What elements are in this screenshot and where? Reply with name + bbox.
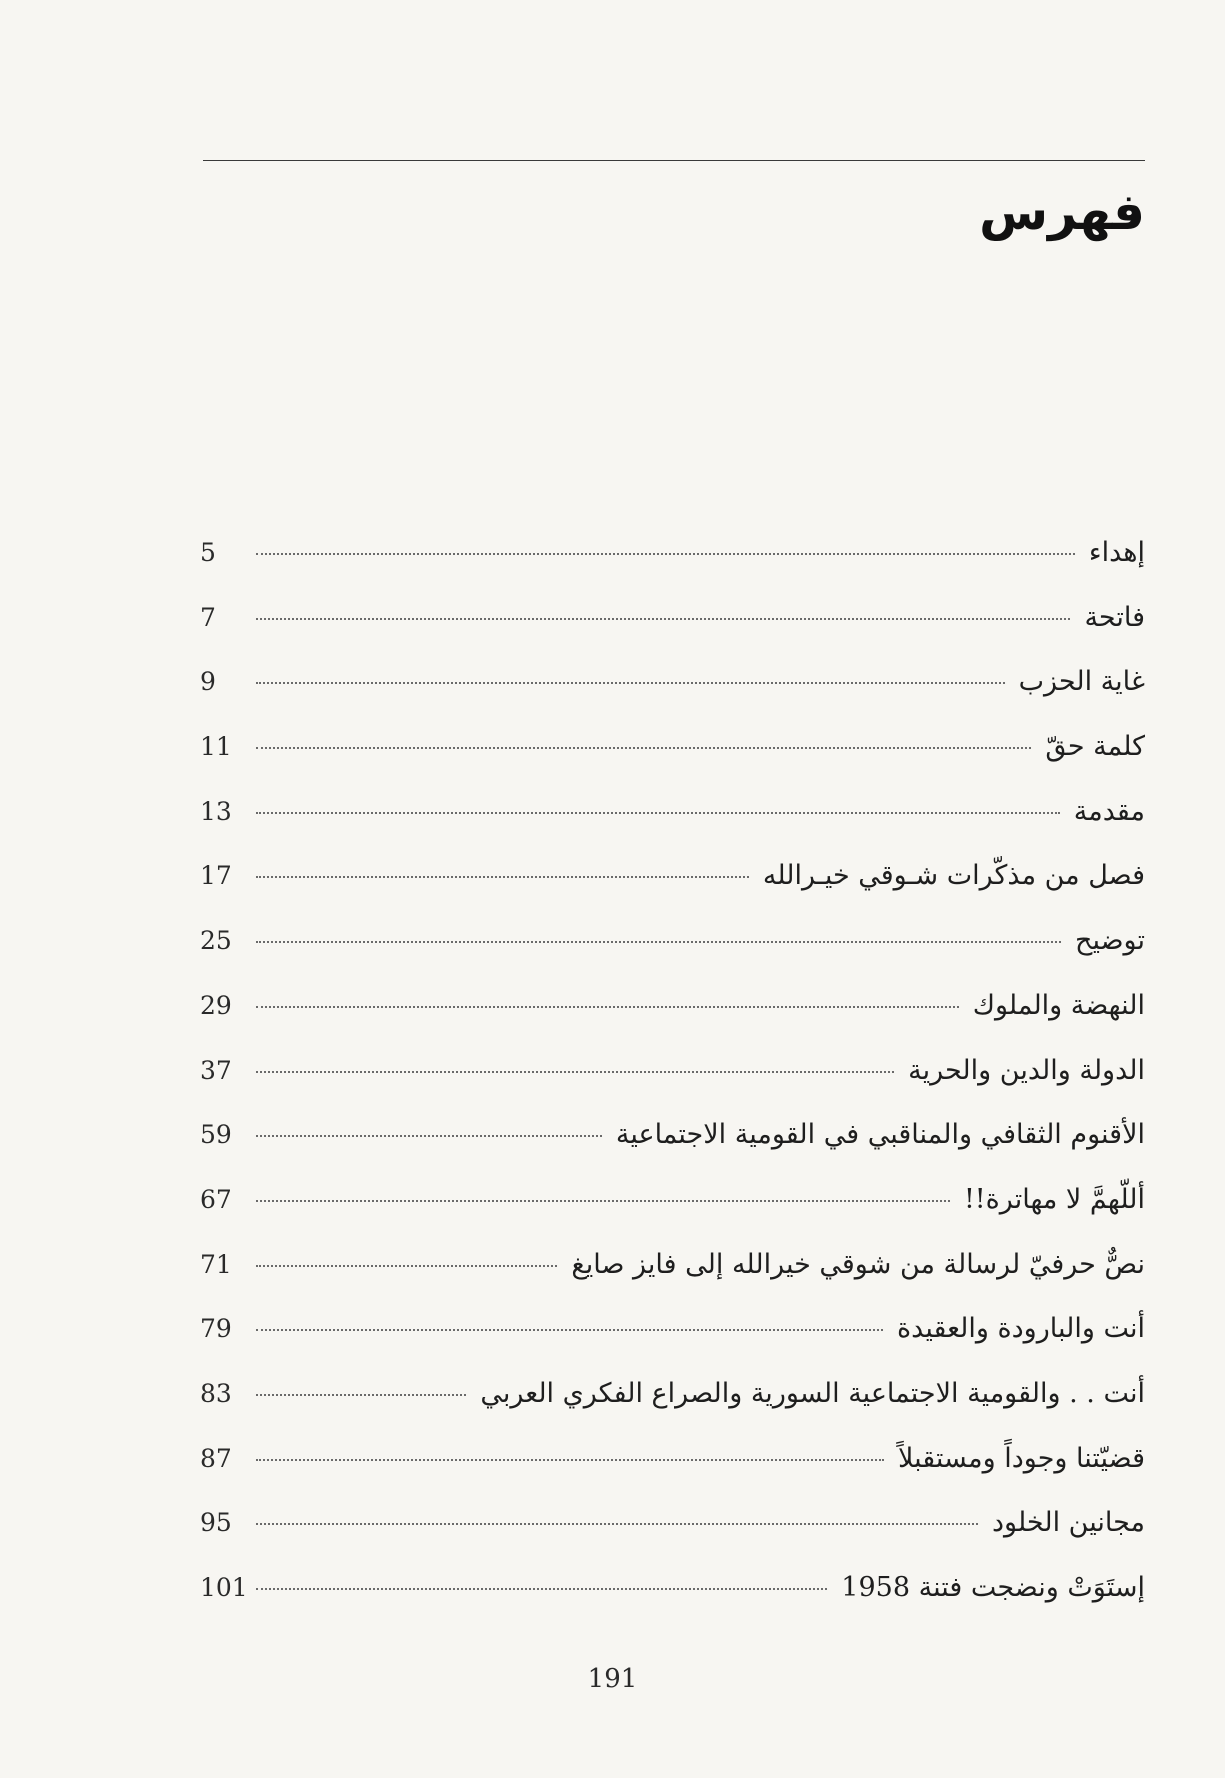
- toc-entry-title: إهداء: [1088, 537, 1145, 568]
- toc-entry-title: إستَوَتْ ونضجت فتنة 1958: [841, 1572, 1145, 1603]
- dot-leader: [256, 1071, 894, 1073]
- dot-leader: [256, 682, 1005, 684]
- toc-entry-title: الدولة والدين والحرية: [908, 1054, 1145, 1086]
- dot-leader: [256, 1006, 959, 1008]
- toc-entry: [200, 916, 1145, 981]
- toc-entry-title: مقدمة: [1073, 795, 1145, 827]
- toc-entry: [200, 1304, 1145, 1369]
- dot-leader: [256, 553, 1075, 555]
- toc-entry-page: 71: [200, 1249, 232, 1279]
- toc-entry: [200, 1175, 1145, 1240]
- toc-entry: [200, 722, 1145, 787]
- toc-entry: [200, 851, 1145, 916]
- toc-entry-title: فصل من مذكّرات شـوقي خيـرالله: [762, 860, 1145, 892]
- toc-entry-title: قضيّتنا وجوداً ومستقبلاً: [897, 1442, 1145, 1474]
- toc-entry-page: 87: [200, 1443, 232, 1473]
- toc-entry-title: كلمة حقّ: [1045, 731, 1145, 763]
- toc-entry-title: النهضة والملوك: [972, 989, 1145, 1021]
- table-of-contents: [200, 528, 1145, 1628]
- dot-leader: [256, 747, 1031, 749]
- toc-entry-page: 11: [200, 732, 232, 762]
- toc-entry-page: 7: [200, 602, 216, 632]
- toc-entry-page: 29: [200, 990, 232, 1020]
- dot-leader: [256, 1329, 883, 1331]
- dot-leader: [256, 1265, 557, 1267]
- toc-entry-title: مجانين الخلود: [992, 1507, 1145, 1539]
- toc-entry-page: 5: [200, 538, 216, 567]
- toc-entry: [200, 1240, 1145, 1305]
- toc-entry: [200, 593, 1145, 658]
- toc-entry-page: 9: [200, 667, 216, 697]
- toc-entry-title: أنت . . والقومية الاجتماعية السورية والصراع الفكري العربي: [480, 1377, 1145, 1409]
- dot-leader: [256, 1135, 602, 1137]
- dot-leader: [256, 1200, 950, 1202]
- toc-entry-title: أللّهمَّ لا مهاترة!!: [963, 1183, 1145, 1215]
- toc-entry-page: 101: [200, 1573, 248, 1602]
- toc-entry: [200, 787, 1145, 852]
- dot-leader: [256, 876, 749, 878]
- toc-entry: [200, 1110, 1145, 1175]
- page-number: 191: [587, 1664, 638, 1694]
- toc-entry: [200, 1369, 1145, 1434]
- toc-entry-title: الأقنوم الثقافي والمناقبي في القومية الاجتماعية: [615, 1119, 1145, 1151]
- toc-entry-page: 13: [200, 796, 232, 826]
- toc-entry-title: فاتحة: [1084, 601, 1145, 633]
- toc-entry-page: 59: [200, 1120, 232, 1150]
- toc-entry: [200, 981, 1145, 1046]
- toc-entry-page: 95: [200, 1508, 232, 1538]
- toc-entry: [200, 1498, 1145, 1563]
- toc-entry-title: توضيح: [1075, 925, 1145, 957]
- toc-entry: [200, 657, 1145, 722]
- toc-entry-page: 25: [200, 926, 232, 956]
- dot-leader: [256, 941, 1061, 943]
- toc-entry-page: 79: [200, 1314, 232, 1344]
- toc-entry-title: غاية الحزب: [1018, 666, 1145, 698]
- dot-leader: [256, 1588, 827, 1590]
- toc-entry-page: 37: [200, 1055, 232, 1085]
- toc-entry: [200, 1434, 1145, 1499]
- dot-leader: [256, 812, 1060, 814]
- toc-entry: [200, 1046, 1145, 1111]
- toc-entry-page: 17: [200, 861, 232, 891]
- toc-entry-page: 83: [200, 1378, 232, 1408]
- toc-entry-title: نصٌّ حرفيّ لرسالة من شوقي خيرالله إلى فايز صايغ: [571, 1248, 1145, 1280]
- toc-entry-page: 67: [200, 1184, 232, 1214]
- toc-entry: [200, 1563, 1145, 1628]
- dot-leader: [256, 618, 1070, 620]
- dot-leader: [256, 1394, 466, 1396]
- page-title: فهرس: [979, 183, 1145, 241]
- toc-entry: [200, 528, 1145, 593]
- dot-leader: [256, 1459, 884, 1461]
- toc-entry-title: أنت والبارودة والعقيدة: [897, 1313, 1145, 1345]
- dot-leader: [256, 1523, 978, 1525]
- header-rule: [203, 160, 1145, 161]
